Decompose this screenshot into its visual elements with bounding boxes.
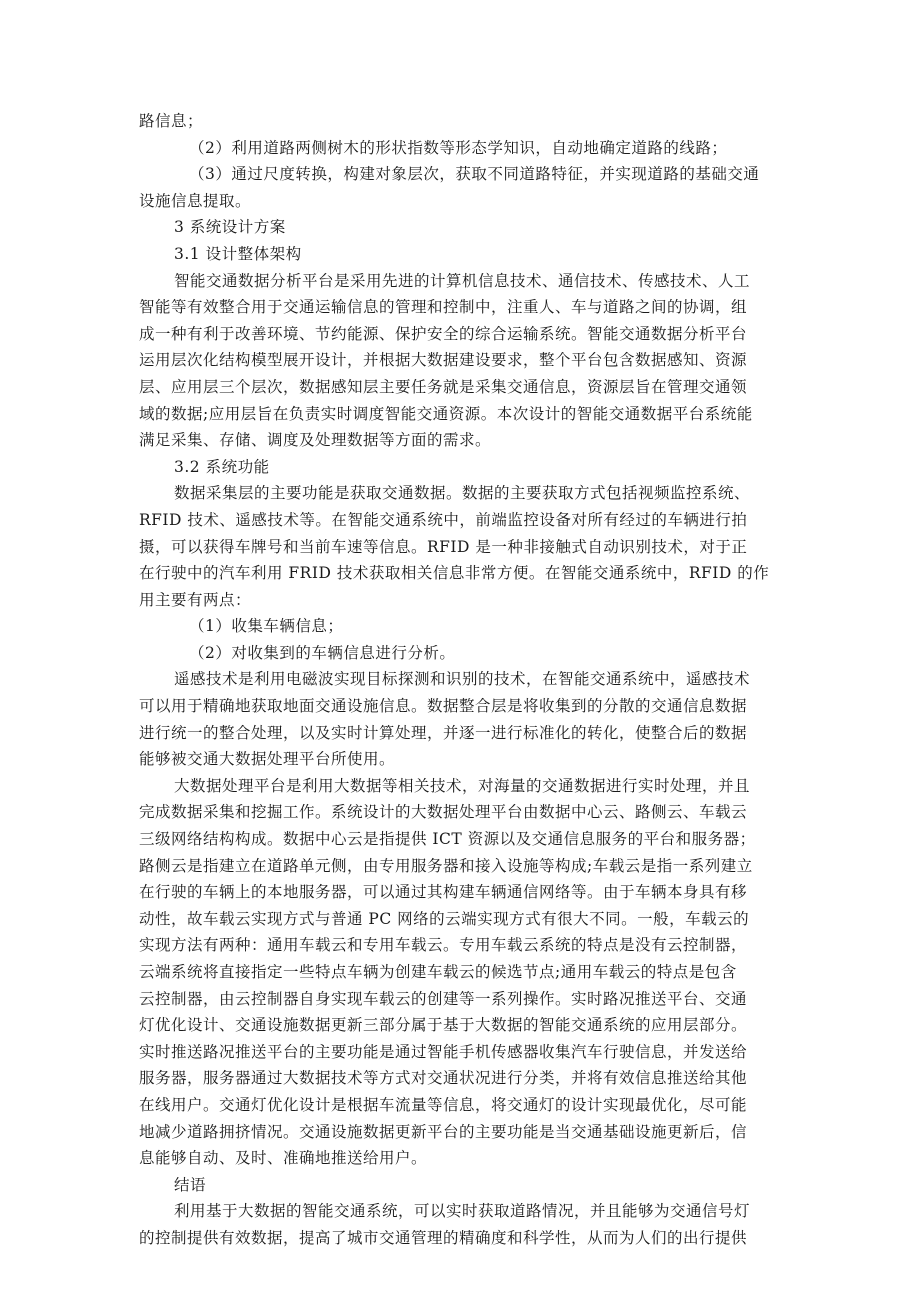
text-line: 实时推送路况推送平台的主要功能是通过智能手机传感器收集汽车行驶信息，并发送给 bbox=[139, 1042, 748, 1061]
text-line: 智能等有效整合用于交通运输信息的管理和控制中，注重人、车与道路之间的协调，组 bbox=[139, 298, 748, 317]
text-line: 智能交通数据分析平台是采用先进的计算机信息技术、通信技术、传感技术、人工 bbox=[174, 271, 751, 290]
text-line: 运用层次化结构模型展开设计，并根据大数据建设要求，整个平台包含数据感知、资源 bbox=[139, 351, 748, 370]
text-line: （2）利用道路两侧树木的形状指数等形态学知识，自动地确定道路的线路； bbox=[189, 138, 728, 157]
text-line: 路信息； bbox=[139, 112, 204, 130]
text-line: 遥感技术是利用电磁波实现目标探测和识别的技术，在智能交通系统中，遥感技术 bbox=[174, 670, 751, 689]
text-line: 大数据处理平台是利用大数据等相关技术，对海量的交通数据进行实时处理，并且 bbox=[174, 776, 751, 795]
text-line: 动性，故车载云实现方式与普通 PC 网络的云端实现方式有很大不同。一般，车载云的 bbox=[139, 909, 750, 928]
text-line: 的控制提供有效数据，提高了城市交通管理的精确度和科学性，从而为人们的出行提供 bbox=[139, 1228, 748, 1247]
section-heading: 3 系统设计方案 bbox=[174, 218, 286, 237]
text-line: 用主要有两点： bbox=[139, 590, 252, 609]
text-line: 服务器，服务器通过大数据技术等方式对交通状况进行分类，并将有效信息推送给其他 bbox=[139, 1069, 748, 1088]
text-line: 摄，可以获得车牌号和当前车速等信息。RFID 是一种非接触式自动识别技术，对于正 bbox=[139, 537, 748, 556]
text-line: 进行统一的整合处理，以及实时计算处理，并逐一进行标准化的转化，使整合后的数据 bbox=[139, 723, 748, 742]
section-heading: 3.2 系统功能 bbox=[174, 457, 270, 476]
text-line: 实现方法有两种：通用车载云和专用车载云。专用车载云系统的特点是没有云控制器， bbox=[139, 936, 748, 955]
text-line: 成一种有利于改善环境、节约能源、保护安全的综合运输系统。智能交通数据分析平台 bbox=[139, 324, 748, 343]
text-line: 设施信息提取。 bbox=[139, 191, 252, 210]
text-line: 路侧云是指建立在道路单元侧，由专用服务器和接入设施等构成;车载云是指一系列建立 bbox=[139, 856, 753, 875]
section-heading: 3.1 设计整体架构 bbox=[174, 244, 302, 263]
text-line: 层、应用层三个层次，数据感知层主要任务就是采集交通信息，资源层旨在管理交通领 bbox=[139, 377, 748, 396]
text-line: 完成数据采集和挖掘工作。系统设计的大数据处理平台由数据中心云、路侧云、车载云 bbox=[139, 803, 748, 822]
text-line: 云控制器，由云控制器自身实现车载云的创建等一系列操作。实时路况推送平台、交通 bbox=[139, 989, 748, 1008]
text-line: 息能够自动、及时、准确地推送给用户。 bbox=[139, 1149, 428, 1168]
text-line: 三级网络结构构成。数据中心云是指提供 ICT 资源以及交通信息服务的平台和服务器； bbox=[139, 830, 756, 849]
section-heading: 结语 bbox=[174, 1175, 207, 1194]
document-body bbox=[139, 108, 784, 1252]
text-line: 灯优化设计、交通设施数据更新三部分属于基于大数据的智能交通系统的应用层部分。 bbox=[139, 1016, 748, 1035]
text-line: 能够被交通大数据处理平台所使用。 bbox=[139, 750, 396, 769]
text-line: （1）收集车辆信息； bbox=[189, 617, 344, 636]
text-line: 云端系统将直接指定一些特点车辆为创建车载云的候选节点;通用车载云的特点是包含 bbox=[139, 963, 737, 981]
text-line: 在行驶的车辆上的本地服务器，可以通过其构建车辆通信网络等。由于车辆本身具有移 bbox=[139, 883, 748, 902]
text-line: RFID 技术、遥感技术等。在智能交通系统中，前端监控设备对所有经过的车辆进行拍 bbox=[139, 510, 748, 529]
text-line: 利用基于大数据的智能交通系统，可以实时获取道路情况，并且能够为交通信号灯 bbox=[174, 1202, 751, 1221]
text-line: 满足采集、存储、调度及处理数据等方面的需求。 bbox=[139, 431, 492, 450]
text-line: 在线用户。交通灯优化设计是根据车流量等信息，将交通灯的设计实现最优化，尽可能 bbox=[139, 1095, 748, 1114]
text-line: 域的数据;应用层旨在负责实时调度智能交通资源。本次设计的智能交通数据平台系统能 bbox=[139, 404, 753, 423]
text-line: 数据采集层的主要功能是获取交通数据。数据的主要获取方式包括视频监控系统、 bbox=[174, 484, 751, 503]
text-line: 可以用于精确地获取地面交通设施信息。数据整合层是将收集到的分散的交通信息数据 bbox=[139, 697, 748, 716]
text-line: （2）对收集到的车辆信息进行分析。 bbox=[189, 643, 456, 662]
text-line: （3）通过尺度转换，构建对象层次，获取不同道路特征，并实现道路的基础交通 bbox=[189, 165, 760, 184]
text-line: 在行驶中的汽车利用 FRID 技术获取相关信息非常方便。在智能交通系统中，RFID 的作 bbox=[139, 564, 770, 583]
text-line: 地减少道路拥挤情况。交通设施数据更新平台的主要功能是当交通基础设施更新后，信 bbox=[139, 1122, 748, 1141]
